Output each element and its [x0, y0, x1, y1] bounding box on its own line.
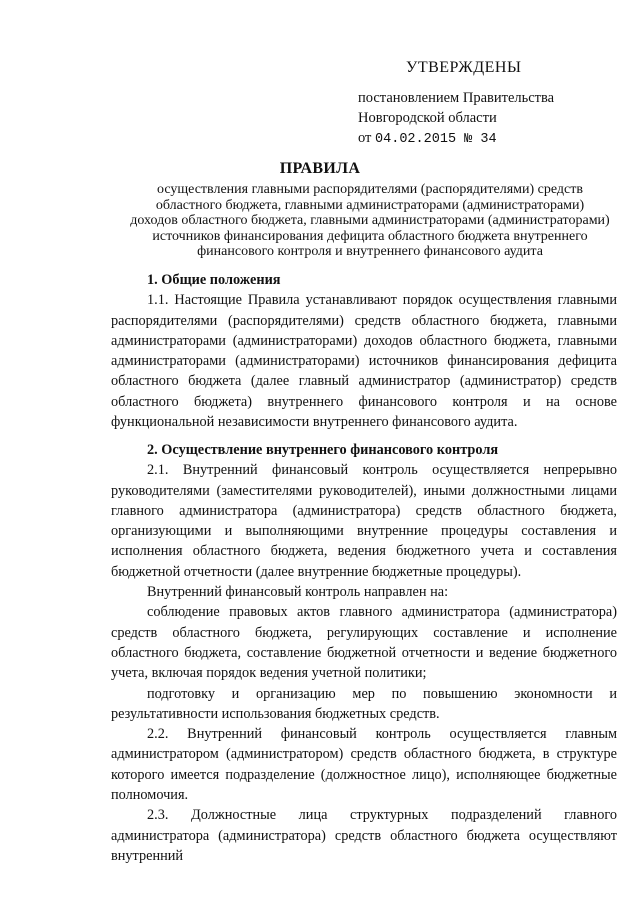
subtitle-line: финансового контроля и внутреннего финансового аудита: [197, 244, 543, 259]
approval-date-line: [358, 128, 554, 150]
approval-block: [358, 58, 554, 150]
section-general: [111, 270, 617, 432]
document-title: ПРАВИЛА: [279, 160, 361, 177]
paragraph: 1.1. Настоящие Правила устанавливают порядок осуществления главными распорядителями (распорядителями) средств областного бюджета, главными администраторами (администраторами) доходов областного бюджета, главными администраторами (администраторами) источников финансирования дефицита областного бюджета (далее главный администратор (администратор) средств областного бюджета) внутреннего финансового контроля и на основе функциональной независимости внутреннего финансового аудита.: [111, 292, 617, 431]
section-heading: 2. Осуществление внутреннего финансового контроля: [147, 442, 499, 458]
approval-date-stamp: 04.02.2015 № 34: [375, 132, 497, 147]
subtitle-line: доходов областного бюджета, главными администраторами (администраторами): [130, 213, 610, 228]
paragraph: 2.3. Должностные лица структурных подразделений главного администратора (администратора) средств областного бюджета осуществляют внутренний: [111, 807, 617, 864]
paragraph: Внутренний финансовый контроль направлен на:: [147, 584, 449, 601]
approval-line-2: Новгородской области: [358, 110, 497, 126]
paragraph: соблюдение правовых актов главного администратора (администратора) средств областного бюджета, регулирующих составление и исполнение областного бюджета, составление бюджетной отчетности и ведение бюджетного учета, включая порядок ведения учетной политики;: [111, 604, 617, 682]
paragraph: 2.1. Внутренний финансовый контроль осуществляется непрерывно руководителями (заместителями руководителей), иными должностными лицами главного администратора (администратора) средств областного бюджета, организующими и выполняющими внутренние процедуры составления и исполнения областного бюджета, ведения бюджетного учета и составления бюджетной отчетности (далее внутренние бюджетные процедуры).: [111, 462, 617, 580]
section-heading: 1. Общие положения: [147, 272, 281, 288]
paragraph: подготовку и организацию мер по повышению экономности и результативности использования бюджетных средств.: [111, 685, 617, 722]
section-internal-control: [111, 440, 617, 866]
approval-heading: УТВЕРЖДЕНЫ: [406, 59, 522, 76]
approval-line-1: постановлением Правительства: [358, 90, 555, 106]
subtitle-line: осуществления главными распорядителями (распорядителями) средств: [157, 182, 583, 197]
document-subtitle: [110, 182, 630, 260]
subtitle-line: областного бюджета, главными администраторами (администраторами): [155, 197, 585, 213]
subtitle-line: источников финансирования дефицита областного бюджета внутреннего: [152, 228, 588, 244]
approval-date-prefix: от: [358, 130, 372, 146]
paragraph: 2.2. Внутренний финансовый контроль осуществляется главным администратором (администратором) средств областного бюджета, в структуре которого имеется подразделение (должностное лицо), исполняющее бюджетные полномочия.: [111, 726, 617, 804]
